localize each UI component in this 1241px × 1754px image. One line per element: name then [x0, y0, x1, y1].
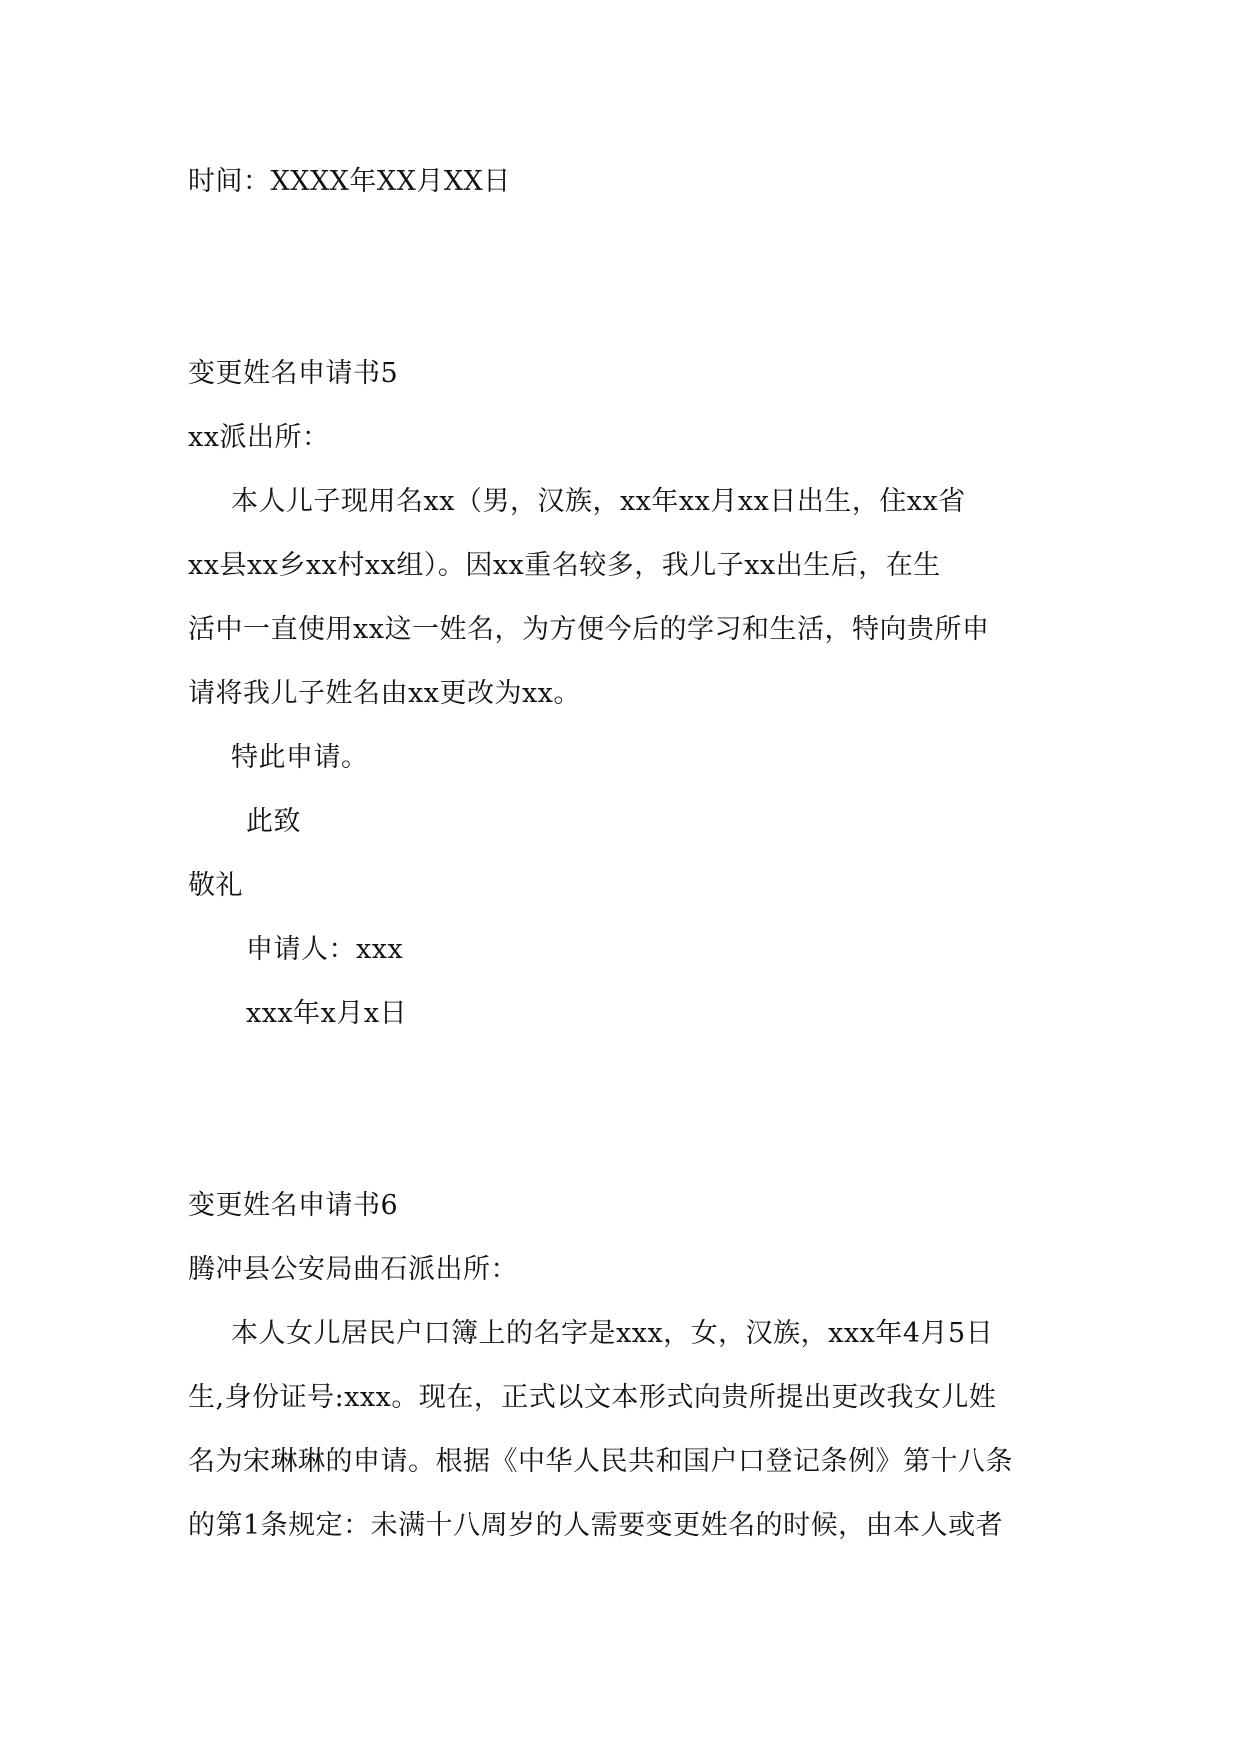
letter5-body-line-4: 请将我儿子姓名由xx更改为xx。 — [188, 678, 581, 709]
letter5-title: 变更姓名申请书5 — [188, 358, 399, 389]
letter5-body-line-2: xx县xx乡xx村xx组）。因xx重名较多，我儿子xx出生后，在生 — [188, 550, 941, 581]
letter6-body-line-2: 生,身份证号:xxx。现在，正式以文本形式向贵所提出更改我女儿姓 — [188, 1382, 997, 1413]
letter6-recipient: 腾冲县公安局曲石派出所： — [188, 1254, 518, 1285]
letter6-body-line-1: 本人女儿居民户口簿上的名字是xxx，女，汉族，xxx年4月5日 — [231, 1318, 994, 1349]
letter5-applicant: 申请人：xxx — [246, 934, 404, 965]
letter5-body-line-1: 本人儿子现用名xx（男，汉族，xx年xx月xx日出生，住xx省 — [231, 486, 966, 517]
letter6-title: 变更姓名申请书6 — [188, 1190, 399, 1221]
letter5-closing-regards: 敬礼 — [188, 870, 243, 901]
letter5-recipient: xx派出所： — [188, 422, 330, 453]
date-line: 时间：XXXX年XX月XX日 — [188, 166, 511, 197]
letter5-date: xxx年x月x日 — [246, 998, 408, 1029]
letter6-body-line-4: 的第1条规定：未满十八周岁的人需要变更姓名的时候，由本人或者 — [188, 1510, 1004, 1541]
letter6-body-line-3: 名为宋琳琳的申请。根据《中华人民共和国户口登记条例》第十八条 — [188, 1446, 1013, 1477]
letter5-closing-request: 特此申请。 — [231, 742, 369, 773]
letter5-closing-salutation: 此致 — [246, 806, 301, 837]
letter5-body-line-3: 活中一直使用xx这一姓名，为方便今后的学习和生活，特向贵所申 — [188, 614, 990, 645]
